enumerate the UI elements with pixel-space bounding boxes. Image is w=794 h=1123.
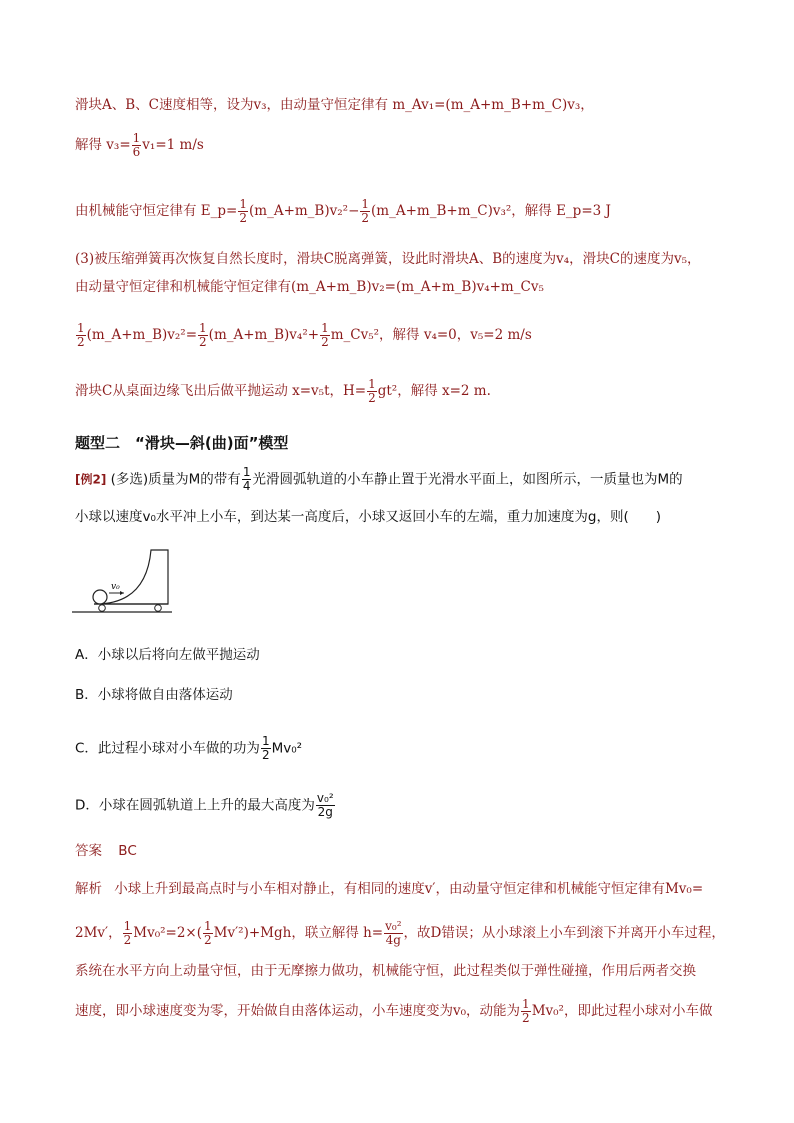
fraction bbox=[261, 735, 271, 762]
fraction-numerator: 1 bbox=[522, 997, 530, 1011]
analysis-text: ，故D错误；从小球滚上小车到滚下并离开小车过程， bbox=[403, 925, 725, 941]
option-c-text: Mv₀² bbox=[271, 740, 303, 757]
cart-wheel-left bbox=[99, 605, 106, 612]
fraction-numerator: v₀² bbox=[316, 791, 334, 805]
fraction-denominator: 6 bbox=[132, 145, 141, 159]
cart-ball-figure bbox=[72, 545, 172, 620]
section-heading: 题型二 “滑块—斜(曲)面”模型 bbox=[75, 434, 289, 452]
solution-text: v₁=1 m/s bbox=[142, 137, 204, 153]
fraction bbox=[123, 920, 133, 947]
fraction-denominator: 2 bbox=[204, 933, 212, 947]
fraction bbox=[521, 998, 531, 1025]
answer-line bbox=[75, 842, 137, 860]
fraction-numerator: 1 bbox=[123, 919, 132, 933]
solution-text: m_Cv₅²，解得 v₄=0，v₅=2 m/s bbox=[330, 327, 532, 343]
option-b bbox=[75, 686, 233, 704]
fraction-numerator: 1 bbox=[361, 197, 370, 211]
solution-line-1 bbox=[75, 96, 594, 114]
fraction bbox=[242, 466, 252, 493]
fraction-numerator: 1 bbox=[261, 734, 270, 748]
solution-line-4 bbox=[75, 250, 701, 268]
solution-text: 由动量守恒定律和机械能守恒定律有(m_A+m_B)v₂=(m_A+m_B)v₄+m_Cv₅ bbox=[75, 279, 544, 295]
fraction-numerator: 1 bbox=[239, 197, 247, 211]
option-d bbox=[75, 792, 336, 819]
solution-text: 解得 v₃= bbox=[75, 137, 131, 153]
fraction-numerator: v₀² bbox=[385, 919, 402, 933]
solution-line-6 bbox=[75, 322, 532, 349]
fraction-numerator: 1 bbox=[199, 321, 207, 335]
solution-text: gt²，解得 x=2 m. bbox=[377, 383, 491, 399]
solution-text: (m_A+m_B+m_C)v₃²，解得 E_p=3 J bbox=[371, 203, 611, 219]
solution-line-2 bbox=[75, 132, 204, 159]
fraction-denominator: 2 bbox=[522, 1011, 530, 1025]
analysis-line-2 bbox=[75, 920, 725, 947]
fraction bbox=[367, 378, 377, 405]
solution-line-3 bbox=[75, 198, 611, 225]
fraction-denominator: 2 bbox=[261, 748, 270, 762]
solution-text: 滑块A、B、C速度相等，设为v₃，由动量守恒定律有 m_Av₁=(m_A+m_B+m_C)v₃， bbox=[75, 97, 594, 113]
analysis-line-1 bbox=[75, 880, 703, 898]
fraction bbox=[132, 132, 142, 159]
analysis-text: 2Mv′， bbox=[75, 925, 122, 941]
option-c-text: C．此过程小球对小车做的功为 bbox=[75, 740, 260, 757]
analysis-line-4 bbox=[75, 998, 712, 1025]
ball bbox=[93, 590, 107, 604]
analysis-text: 速度，即小球速度变为零，开始做自由落体运动，小车速度变为v₀，动能为 bbox=[75, 1003, 521, 1019]
analysis-text: 系统在水平方向上动量守恒，由于无摩擦力做功，机械能守恒，此过程类似于弹性碰撞，作用后两者交换 bbox=[75, 963, 696, 979]
fraction-numerator: 1 bbox=[204, 919, 212, 933]
solution-text: (3)被压缩弹簧再次恢复自然长度时，滑块C脱离弹簧，设此时滑块A、B的速度为v₄，滑块C的速度为v₅， bbox=[75, 251, 701, 267]
fraction bbox=[198, 322, 208, 349]
solution-text: 滑块C从桌面边缘飞出后做平抛运动 x=v₅t，H= bbox=[75, 383, 367, 399]
solution-text: 由机械能守恒定律有 E_p= bbox=[75, 203, 238, 219]
fraction-denominator: 2 bbox=[77, 335, 85, 349]
analysis-label: 解析 bbox=[75, 881, 102, 897]
fraction-denominator: 2 bbox=[199, 335, 207, 349]
example-question-line-1 bbox=[75, 466, 683, 493]
fraction bbox=[76, 322, 86, 349]
option-a-text: A．小球以后将向左做平抛运动 bbox=[75, 647, 260, 663]
cart-wheel-right bbox=[155, 605, 162, 612]
analysis-text: Mv₀²=2×( bbox=[133, 925, 203, 941]
solution-line-7 bbox=[75, 378, 491, 405]
solution-line-5 bbox=[75, 278, 544, 296]
fraction-numerator: 1 bbox=[368, 377, 376, 391]
fraction bbox=[238, 198, 248, 225]
fraction-denominator: 4 bbox=[242, 479, 251, 493]
fraction-denominator: 4g bbox=[385, 933, 401, 947]
example-question-line-2 bbox=[75, 508, 661, 526]
fraction bbox=[203, 920, 213, 947]
analysis-text: Mv₀²，即此过程小球对小车做 bbox=[531, 1003, 713, 1019]
fraction bbox=[360, 198, 370, 225]
solution-text: (m_A+m_B)v₂²− bbox=[249, 203, 360, 219]
fraction-denominator: 2 bbox=[361, 211, 370, 225]
fraction-denominator: 2 bbox=[368, 391, 376, 405]
fraction-denominator: 2g bbox=[317, 805, 333, 819]
question-text: 小球以速度v₀水平冲上小车，到达某一高度后，小球又返回小车的左端，重力加速度为g，则( ) bbox=[75, 509, 662, 525]
fraction-numerator: 1 bbox=[321, 321, 329, 335]
fraction-numerator: 1 bbox=[77, 321, 85, 335]
fraction-denominator: 2 bbox=[321, 335, 329, 349]
option-c bbox=[75, 735, 302, 762]
fraction-numerator: 1 bbox=[132, 131, 141, 145]
fraction-denominator: 2 bbox=[239, 211, 247, 225]
analysis-text: 小球上升到最高点时与小车相对静止，有相同的速度v′，由动量守恒定律和机械能守恒定律有Mv₀= bbox=[114, 881, 704, 897]
velocity-label: v₀ bbox=[111, 582, 120, 592]
example-tag: [例2] bbox=[75, 472, 107, 487]
fraction-numerator: 1 bbox=[242, 465, 251, 479]
answer-value: BC bbox=[118, 843, 137, 859]
solution-text: (m_A+m_B)v₄²+ bbox=[208, 327, 320, 343]
fraction bbox=[316, 792, 335, 819]
velocity-arrowhead bbox=[120, 591, 124, 595]
fraction-denominator: 2 bbox=[123, 933, 132, 947]
analysis-line-3 bbox=[75, 962, 696, 980]
answer-label: 答案 bbox=[75, 843, 102, 859]
question-text: 光滑圆弧轨道的小车静止置于光滑水平面上，如图所示，一质量也为M的 bbox=[252, 471, 683, 488]
option-b-text: B．小球将做自由落体运动 bbox=[75, 687, 233, 703]
fraction bbox=[384, 920, 402, 947]
fraction bbox=[320, 322, 330, 349]
analysis-text: Mv′²)+Mgh，联立解得 h= bbox=[213, 925, 384, 941]
question-text: (多选)质量为M的带有 bbox=[110, 471, 241, 488]
solution-text: (m_A+m_B)v₂²= bbox=[86, 327, 198, 343]
option-d-text: D．小球在圆弧轨道上上升的最大高度为 bbox=[75, 797, 315, 814]
option-a bbox=[75, 646, 260, 664]
